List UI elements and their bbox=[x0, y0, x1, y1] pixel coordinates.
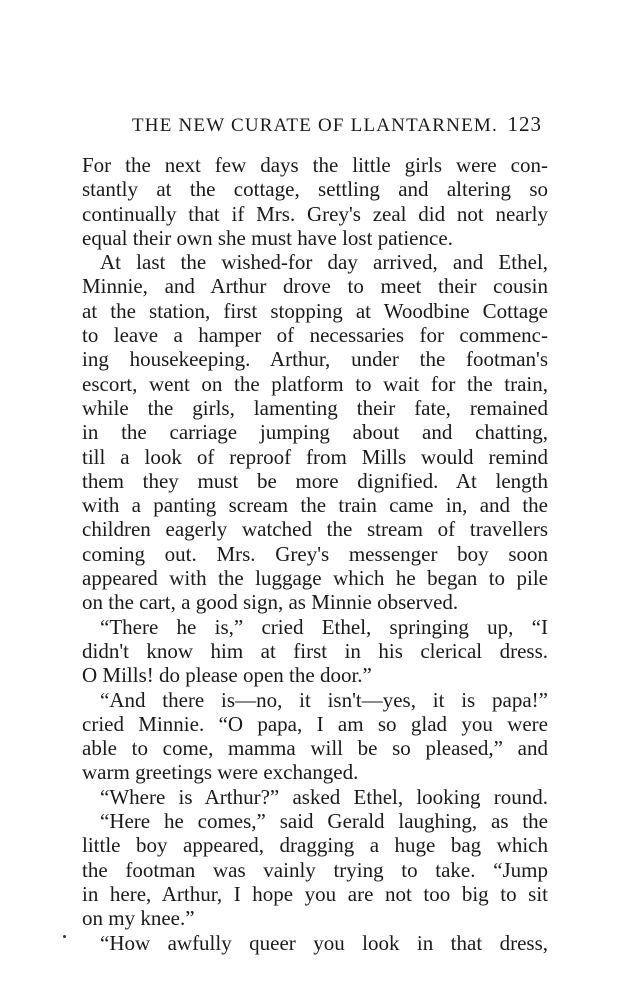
text-line: on the cart, a good sign, as Minnie observed. bbox=[82, 590, 459, 615]
text-line: Minnie, and Arthur drove to meet their cousin bbox=[82, 274, 548, 299]
text-line: the footman was vainly trying to take. “Jump bbox=[82, 857, 548, 882]
text-line: to leave a hamper of necessaries for commenc- bbox=[82, 323, 548, 348]
body-text bbox=[82, 153, 548, 955]
text-line: appeared with the luggage which he began to pile bbox=[82, 566, 548, 591]
text-line: ing housekeeping. Arthur, under the footman's bbox=[82, 347, 548, 372]
text-line: “And there is—no, it isn't—yes, it is papa!” bbox=[100, 687, 548, 712]
page-number: 123 bbox=[507, 112, 542, 136]
running-head bbox=[132, 112, 542, 142]
text-line: “Here he comes,” said Gerald laughing, as the bbox=[100, 809, 548, 834]
text-line: able to come, mamma will be so pleased,” and bbox=[82, 736, 548, 761]
text-line: “How awfully queer you look in that dress, bbox=[100, 930, 548, 955]
text-line: At last the wished-for day arrived, and Ethel, bbox=[100, 250, 548, 275]
text-line: till a look of reproof from Mills would remind bbox=[82, 444, 548, 469]
text-line: at the station, first stopping at Woodbine Cottage bbox=[82, 298, 548, 323]
text-line: didn't know him at first in his clerical dress. bbox=[82, 638, 548, 663]
text-line: with a panting scream the train came in, and the bbox=[82, 493, 548, 518]
text-line: cried Minnie. “O papa, I am so glad you were bbox=[82, 711, 548, 736]
text-line: them they must be more dignified. At length bbox=[82, 468, 548, 493]
running-title: THE NEW CURATE OF LLANTARNEM. bbox=[132, 115, 498, 136]
ink-speck bbox=[63, 935, 66, 938]
text-line: while the girls, lamenting their fate, remained bbox=[82, 395, 548, 420]
text-line: “There he is,” cried Ethel, springing up, “I bbox=[100, 614, 548, 639]
text-line: coming out. Mrs. Grey's messenger boy soon bbox=[82, 541, 548, 566]
text-line: For the next few days the little girls were con- bbox=[82, 153, 548, 177]
text-line: in the carriage jumping about and chatting, bbox=[82, 420, 548, 445]
text-line: little boy appeared, dragging a huge bag which bbox=[82, 833, 548, 858]
text-line: continually that if Mrs. Grey's zeal did not nearly bbox=[82, 201, 548, 226]
text-line: in here, Arthur, I hope you are not too big to sit bbox=[82, 881, 548, 906]
text-line: stantly at the cottage, settling and altering so bbox=[82, 177, 548, 202]
text-line: O Mills! do please open the door.” bbox=[82, 663, 372, 688]
text-line: escort, went on the platform to wait for the train, bbox=[82, 371, 548, 396]
text-line: children eagerly watched the stream of travellers bbox=[82, 517, 548, 542]
text-line: “Where is Arthur?” asked Ethel, looking round. bbox=[100, 784, 548, 809]
text-line: warm greetings were exchanged. bbox=[82, 760, 359, 785]
text-line: on my knee.” bbox=[82, 906, 195, 931]
text-line: equal their own she must have lost patience. bbox=[82, 225, 453, 250]
